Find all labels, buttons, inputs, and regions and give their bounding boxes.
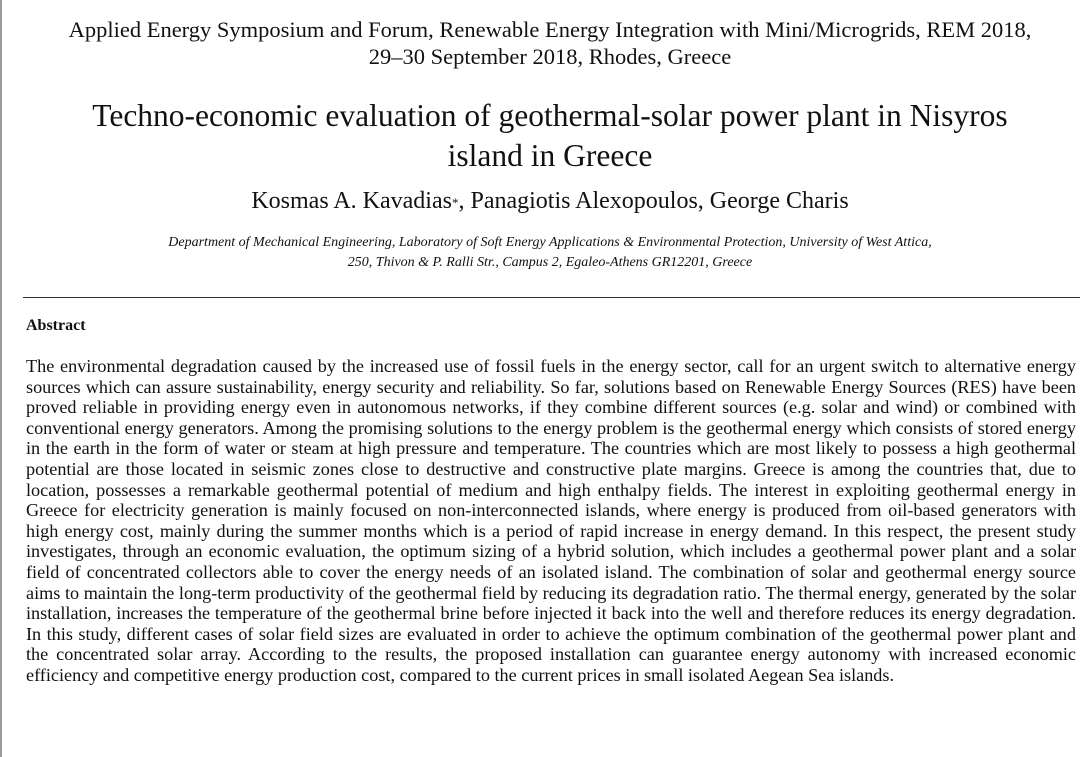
affiliation <box>0 233 1080 273</box>
abstract-heading: Abstract <box>26 317 86 334</box>
conference-line-1: Applied Energy Symposium and Forum, Renewable Energy Integration with Mini/Microgrids, REM 2018, <box>68 17 1032 42</box>
author-list <box>0 185 1080 217</box>
title-line-2: island in Greece <box>447 138 653 173</box>
conference-line-2: 29–30 September 2018, Rhodes, Greece <box>368 44 732 69</box>
affiliation-line-2: 250, Thivon & P. Ralli Str., Campus 2, Egaleo-Athens GR12201, Greece <box>347 255 753 270</box>
paper-title <box>0 96 1080 176</box>
corresponding-author-mark: * <box>451 195 459 210</box>
author-kavadias: Kosmas A. Kavadias <box>251 188 452 214</box>
author-others: , Panagiotis Alexopoulos, George Charis <box>458 188 849 214</box>
conference-header <box>0 16 1080 70</box>
section-divider <box>23 297 1080 298</box>
abstract-text: The environmental degradation caused by the increased use of fossil fuels in the energy sector, call for an urgent switch to alternative energy sources which can assure sustainability, energy security and reliability. So far, solutions based on Renewable Energy Sources (RES) have been proved reliable in providing energy even in autonomous networks, if they combine different sources (e.g. solar and wind) or combined with conventional energy generators. Among the promising solutions to the energy problem is the geothermal energy which consists of stored energy in the earth in the form of water or steam at high pressure and temperature. The countries which are most likely to possess a high geothermal potential are those located in seismic zones close to destructive and constructive plate margins. Greece is among the countries that, due to location, possesses a remarkable geothermal potential of medium and high enthalpy fields. The interest in exploiting geothermal energy in Greece for electricity generation is mainly focused on non-interconnected islands, where energy is produced from oil-based generators with high energy cost, mainly during the summer months which is a period of rapid increase in energy demand. In this respect, the present study investigates, through an economic evaluation, the optimum sizing of a hybrid solution, which includes a geothermal power plant and a solar field of concentrated collectors able to cover the energy needs of an isolated island. The combination of solar and geothermal energy source aims to maintain the long-term productivity of the geothermal field by reducing its degradation ratio. The thermal energy, generated by the solar installation, increases the temperature of the geothermal brine before injected it back into the well and therefore reduces its energy degradation. In this study, different cases of solar field sizes are evaluated in order to achieve the optimum combination of the geothermal power plant and the concentrated solar array. According to the results, the proposed installation can guarantee energy autonomy with increased economic efficiency and competitive energy production cost, compared to the current prices in small isolated Aegean Sea islands. <box>26 356 1076 685</box>
title-line-1: Techno-economic evaluation of geothermal-solar power plant in Nisyros <box>92 98 1008 133</box>
affiliation-line-1: Department of Mechanical Engineering, Laboratory of Soft Energy Applications & Environmental Protection, University of West Attica, <box>168 235 932 250</box>
